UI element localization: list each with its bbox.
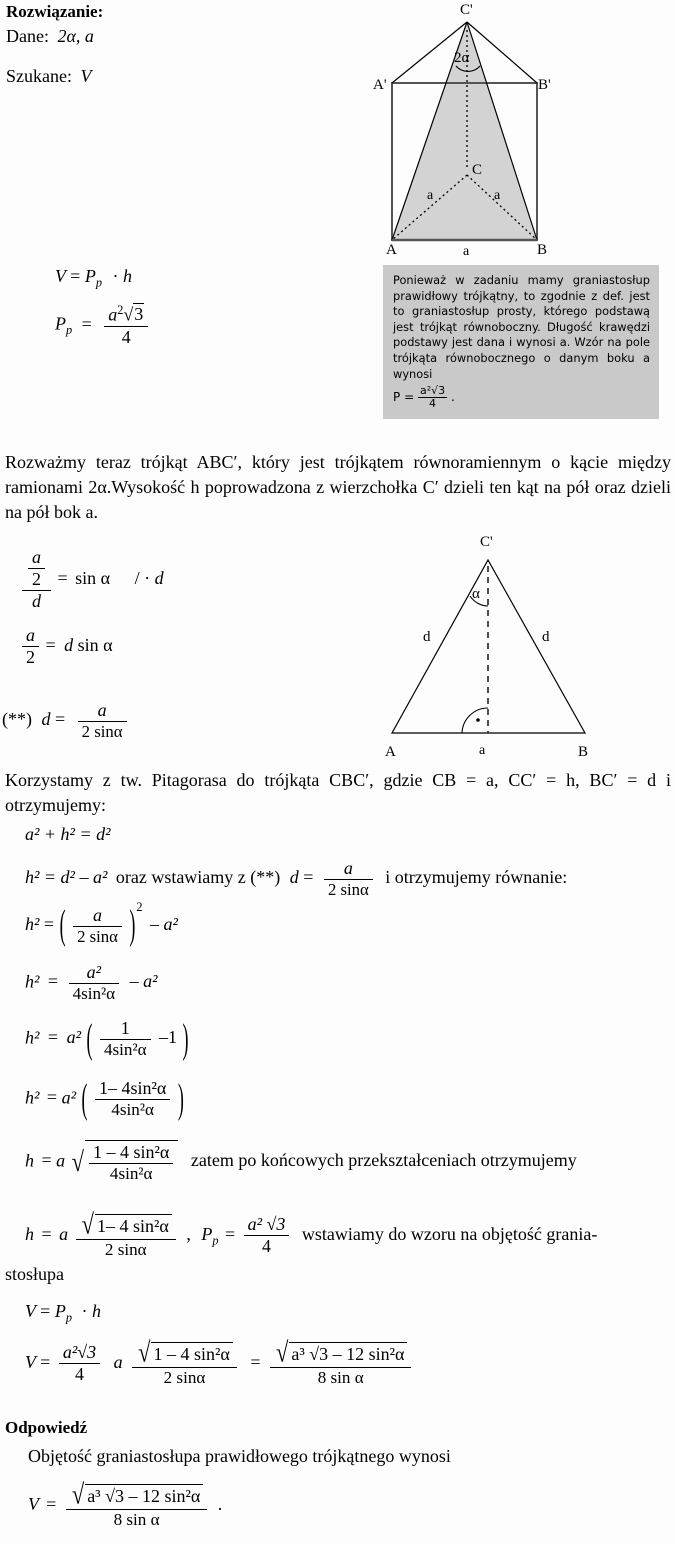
step10-f3-den: 8 sin α xyxy=(270,1367,411,1388)
step5-tail: –1 xyxy=(159,1027,178,1048)
info-box-formula-period: . xyxy=(450,390,455,405)
step9-lhs: V xyxy=(25,1301,36,1321)
derivation-step8 xyxy=(25,1208,665,1260)
step6-den: 4sin²α xyxy=(95,1099,170,1120)
step7-den: 4sin²α xyxy=(89,1163,173,1184)
prism-label-centroid: C xyxy=(472,162,483,178)
answer-formula-radical: √ a³ √3 – 12 sin²α xyxy=(70,1482,203,1509)
sought-value: V xyxy=(80,66,92,86)
step8-radicand: 1– 4 sin²α xyxy=(95,1214,172,1237)
step4-fraction xyxy=(69,962,120,1004)
answer-formula-fraction xyxy=(66,1478,207,1530)
step10-eq: = xyxy=(40,1351,51,1372)
info-box-formula-den: 4 xyxy=(418,397,447,410)
step5-lhs: h² xyxy=(25,1027,40,1048)
step6-lhs: h² xyxy=(25,1087,40,1108)
eq3-lhs: d xyxy=(41,709,51,730)
step7-radical xyxy=(70,1140,179,1184)
step10-f2-num: 1 – 4 sin²α xyxy=(151,1342,232,1365)
eq1-outer-num xyxy=(22,547,51,590)
prism-label-base-edge: a xyxy=(463,244,470,258)
step4-num: a² xyxy=(86,962,102,982)
formula-volume-eq: = xyxy=(70,266,81,286)
answer-formula-num-wrap xyxy=(66,1478,207,1510)
derivation-step10 xyxy=(25,1336,413,1388)
equation-half-a xyxy=(20,625,113,668)
step8-eq: = xyxy=(41,1223,52,1244)
step10-f2 xyxy=(132,1336,237,1388)
step9-dot: · xyxy=(81,1301,88,1321)
formula-volume-p-sub: p xyxy=(95,275,102,290)
formula-base-area-fraction xyxy=(104,303,148,348)
triangle-label-right: B xyxy=(578,744,589,760)
step2-text: oraz wstawiamy z (**) xyxy=(115,867,281,888)
step3-eq: = xyxy=(43,913,55,934)
step10-f1-den: 4 xyxy=(59,1363,100,1385)
info-box xyxy=(383,265,659,419)
step10-f1 xyxy=(59,1342,100,1385)
eq3-equals: = xyxy=(55,709,66,730)
answer-heading: Odpowiedź xyxy=(5,1418,88,1437)
formula-volume-lhs: V xyxy=(55,266,66,286)
eq2-den: 2 xyxy=(22,646,39,668)
formula-base-area-eq: = xyxy=(81,313,92,334)
step8-p-fraction xyxy=(244,1214,290,1257)
step4-lhs: h² xyxy=(25,971,40,992)
prism-label-edge-right: a xyxy=(494,188,501,203)
step3-paren-open: ( xyxy=(59,901,66,948)
step6-paren-open: ( xyxy=(81,1075,88,1122)
eq1-rhs: sin α xyxy=(75,567,111,588)
step8-radical: √ 1– 4 sin²α xyxy=(80,1212,172,1239)
info-box-formula xyxy=(393,385,650,410)
step4-eq: = xyxy=(47,971,59,992)
derivation-step2 xyxy=(25,858,567,900)
step3-power: 2 xyxy=(136,900,143,914)
step10-f3-radical: √ a³ √3 – 12 sin²α xyxy=(274,1340,407,1367)
formula-volume-h: h xyxy=(122,266,132,286)
triangle-label-left: A xyxy=(385,744,396,760)
step5-num: 1 xyxy=(120,1018,130,1038)
sought-label: Szukane: xyxy=(6,66,72,86)
derivation-step9 xyxy=(25,1301,101,1326)
step2-tail: i otrzymujemy równanie: xyxy=(385,867,568,888)
info-box-formula-lhs: P xyxy=(393,390,401,405)
prism-label-top-left: A' xyxy=(373,77,387,93)
formula-base-area-p-sub: p xyxy=(66,323,73,338)
eq1-inner-fraction xyxy=(28,547,45,590)
fba-root: 3 xyxy=(134,304,144,325)
step8-p-num xyxy=(244,1214,290,1235)
step5-eq: = xyxy=(47,1027,59,1048)
step8-tail: wstawiamy do wzoru na objętość grania- xyxy=(301,1223,598,1244)
paragraph-pythagoras: Korzystamy z tw. Pitagorasa do trójkąta CBC′, gdzie CB = a, CC′ = h, BC′ = d i otrzymujemy: xyxy=(5,770,671,815)
step8-coef: a xyxy=(59,1223,69,1244)
sought-line xyxy=(6,66,91,87)
given-line xyxy=(6,26,94,47)
prism-label-edge-left: a xyxy=(427,188,434,203)
step10-coef: a xyxy=(113,1351,123,1372)
step8-h-den: 2 sinα xyxy=(76,1239,176,1260)
eq3-den: 2 sinα xyxy=(78,721,127,742)
formula-base-area-den: 4 xyxy=(104,326,148,348)
step6-fraction xyxy=(95,1078,170,1120)
eq1-operation: / · d xyxy=(134,567,164,588)
fba-exp: 2 xyxy=(117,303,124,317)
step8-p-den: 4 xyxy=(244,1235,290,1257)
step9-h: h xyxy=(91,1301,101,1321)
step10-f2-radical: √ 1 – 4 sin²α xyxy=(136,1340,233,1367)
info-box-text: Ponieważ w zadaniu mamy graniastosłup prawidłowy trójkątny, to zgodnie z def. jest to graniastosłup prosty, którego podstawą jest trójkąt równoboczny. Długość krawędzi podstawy jest dana i wynosi a. Wzór na pole trójkąta równobocznego o danym boku a wynosi xyxy=(393,273,650,381)
step3-num: a xyxy=(92,904,102,925)
derivation-step1: a² + h² = d² xyxy=(25,824,111,844)
prism-label-top-right: B' xyxy=(538,77,551,93)
formula-base-area-num: $a^2√3$ xyxy=(108,303,144,325)
eq1-inner-num: a xyxy=(32,547,41,567)
step5-fraction xyxy=(100,1018,151,1060)
derivation-step8-tail2: stosłupa xyxy=(5,1264,65,1284)
given-label: Dane: xyxy=(6,26,49,46)
eq2-equals: = xyxy=(45,634,56,655)
step4-den: 4sin²α xyxy=(69,983,120,1004)
step10-f2-num-wrap xyxy=(132,1336,237,1368)
triangle-right-angle-dot xyxy=(476,718,480,722)
formula-base-area xyxy=(55,303,150,348)
step10-f1-num: a²√3 xyxy=(62,1342,97,1363)
answer-formula-den: 8 sin α xyxy=(66,1509,207,1530)
formula-base-area-p: P xyxy=(55,313,66,334)
answer-formula xyxy=(28,1478,223,1530)
triangle-label-base: a xyxy=(479,743,486,758)
step6-num: 1– 4sin²α xyxy=(98,1078,167,1098)
step7-num: 1 – 4 sin²α xyxy=(93,1142,170,1162)
step8-p-sub: p xyxy=(212,1233,219,1248)
triangle-label-side-left: d xyxy=(423,629,431,645)
derivation-step5 xyxy=(25,1015,190,1062)
answer-text: Objętość graniastosłupa prawidłowego trójkątnego wynosi xyxy=(28,1446,451,1466)
step10-f2-den: 2 sinα xyxy=(132,1367,237,1388)
step5-coef: a² xyxy=(66,1027,81,1048)
step7-radicand xyxy=(85,1140,178,1184)
step2-den: 2 sinα xyxy=(324,879,373,900)
equation-sine-definition xyxy=(20,547,164,613)
prism-diagram xyxy=(370,0,670,258)
step10-f3-num: a³ √3 – 12 sin²α xyxy=(289,1342,407,1365)
prism-label-bottom-right: B xyxy=(537,242,548,258)
eq2-num: a xyxy=(26,625,35,645)
triangle-diagram xyxy=(370,528,620,760)
prism-label-angle: 2α xyxy=(454,50,470,66)
eq1-inner-den: 2 xyxy=(28,568,45,590)
info-box-formula-eq: = xyxy=(404,390,415,405)
step5-paren-close: ) xyxy=(182,1015,189,1062)
step3-lhs: h² xyxy=(25,913,40,934)
derivation-step4 xyxy=(25,962,158,1004)
step6-eq: = xyxy=(46,1087,58,1108)
eq2-rhs: d sin α xyxy=(64,634,113,655)
step7-tail: zatem po końcowych przekształceniach otrzymujemy xyxy=(190,1150,577,1171)
paragraph-isosceles: Rozważmy teraz trójkąt ABC′, który jest trójkątem równoramiennym o kącie między ramionami 2α.Wysokość h poprowadzona z wierzchołka C′ dzieli ten kąt na pół oraz dzieli na pół bok a. xyxy=(5,452,671,522)
step9-p-sub: p xyxy=(65,1310,72,1325)
equation-d-formula xyxy=(2,700,129,742)
step8-comma: , xyxy=(186,1223,191,1244)
step8-p-num-text: a² √3 xyxy=(247,1214,286,1235)
step7-fraction xyxy=(89,1142,173,1184)
step2-fraction xyxy=(324,858,373,900)
eq1-outer-den: d xyxy=(22,590,51,612)
step6-paren-close: ) xyxy=(177,1075,184,1122)
step8-p: P xyxy=(201,1223,213,1244)
formula-volume-p: P xyxy=(84,266,96,286)
given-value: 2α, a xyxy=(57,26,94,46)
prism-label-apex: C' xyxy=(460,2,473,18)
answer-formula-lhs: V xyxy=(28,1493,39,1514)
answer-formula-eq: = xyxy=(46,1493,57,1514)
answer-formula-period: . xyxy=(217,1493,223,1514)
derivation-step7 xyxy=(25,1140,577,1184)
step3-minus: – a² xyxy=(150,913,178,934)
triangle-label-side-right: d xyxy=(542,629,550,645)
eq1-outer-fraction xyxy=(22,547,51,613)
derivation-step6 xyxy=(25,1075,185,1122)
step6-coef: a² xyxy=(61,1087,76,1108)
step2-num: a xyxy=(343,858,353,878)
eq2-fraction xyxy=(22,625,39,668)
formula-volume-dot: · xyxy=(112,266,119,286)
step2-d: d xyxy=(289,867,299,888)
fba-a: a xyxy=(108,304,118,325)
prism-label-bottom-left: A xyxy=(386,242,397,258)
step3-den: 2 sinα xyxy=(73,926,122,947)
step10-lhs: V xyxy=(25,1351,36,1372)
step8-p-eq: = xyxy=(224,1223,236,1244)
step9-p: P xyxy=(54,1301,66,1321)
triangle-label-angle: α xyxy=(472,586,480,602)
step4-tail: – a² xyxy=(129,971,158,992)
info-box-formula-fraction xyxy=(418,385,447,410)
derivation-step3 xyxy=(25,900,178,947)
step10-f3 xyxy=(270,1336,411,1388)
eq3-fraction xyxy=(78,700,127,742)
step8-lhs: h xyxy=(25,1223,34,1244)
step7-eq: = xyxy=(41,1150,52,1171)
step3-fraction xyxy=(73,905,122,947)
step5-den: 4sin²α xyxy=(100,1039,151,1060)
triangle-label-apex: C' xyxy=(480,534,493,550)
step8-h-fraction xyxy=(76,1208,176,1260)
step10-eq2: = xyxy=(250,1351,261,1372)
step7-lhs: h xyxy=(25,1150,34,1171)
step9-eq: = xyxy=(40,1301,51,1321)
step2-lhs: h² = d² – a² xyxy=(25,867,108,888)
formula-volume xyxy=(55,266,132,291)
step7-coef: a xyxy=(56,1150,66,1171)
eq1-equals: = xyxy=(57,567,68,588)
step8-h-num xyxy=(76,1208,176,1240)
triangle-right-angle-arc xyxy=(462,708,488,733)
answer-formula-num: a³ √3 – 12 sin²α xyxy=(85,1484,203,1507)
page-title: Rozwiązanie: xyxy=(6,2,104,21)
step2-eq: = xyxy=(303,867,314,888)
eq3-num: a xyxy=(97,700,107,720)
step7-radical-sign: √ xyxy=(71,1145,85,1178)
step10-f3-num-wrap xyxy=(270,1336,411,1368)
eq3-marker: (**) xyxy=(2,709,32,730)
info-box-formula-num: a²√3 xyxy=(419,384,446,398)
step5-paren-open: ( xyxy=(86,1015,93,1062)
step3-paren-close: ) xyxy=(129,901,136,948)
